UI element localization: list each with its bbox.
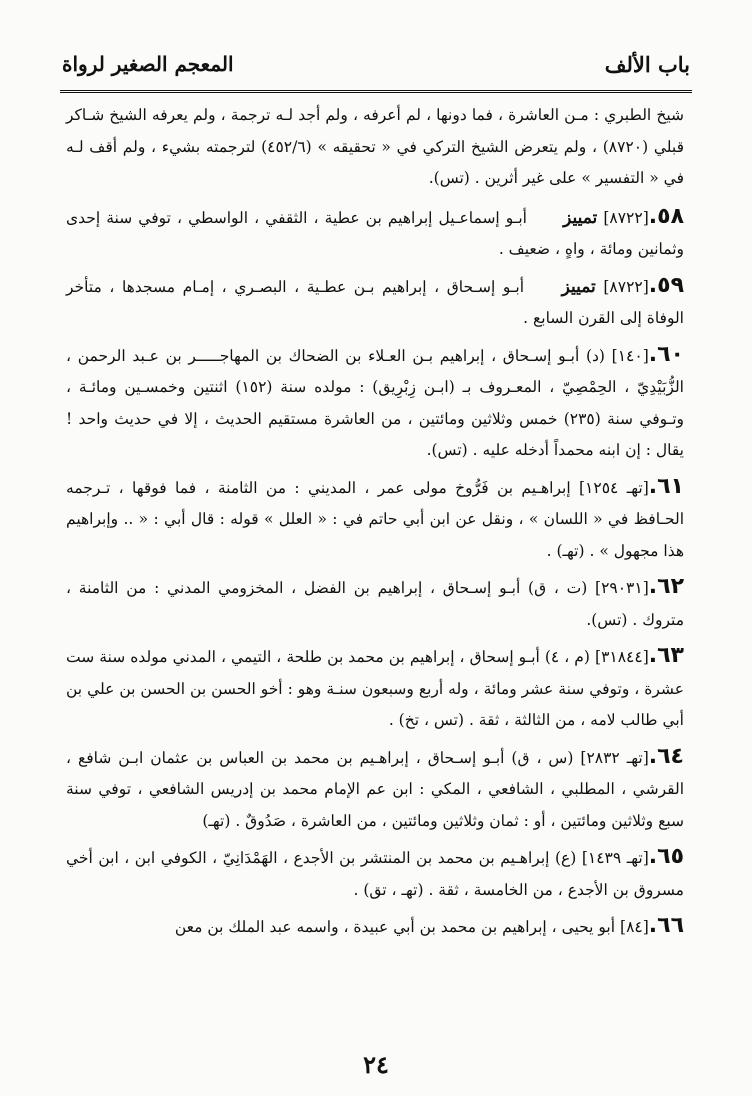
entry-ref: [٨٧٢٢]: [603, 208, 649, 227]
entry-number: ٦١.: [648, 473, 684, 499]
entry-59: [66, 270, 684, 335]
tamyiz-label: تمييز: [561, 276, 596, 297]
page-content: [66, 100, 684, 948]
entry-text: (د) أبـو إسـحاق ، إبراهيم بـن العـلاء بن الضحاك بن المهاجـــــر بن عـبد الرحمن ، الزُّبَيْدِيّ ، الحِمْصِيّ ، المعـروف بـ (ابـن زِبْرِيق) : مولده سنة (١٥٢) اثنتين وخمسـين ومائـة ، وتـوفي سنة (٢٣٥) خمس وثلاثين ومائتين ، من العاشرة مستقيم الحديث ، إلا في حديث واحد ! يقال : إن ابنه محمداً أدخله عليه . (تس).: [66, 346, 684, 459]
entry-text: أبو يحيى ، إبراهيم بن محمد بن أبي عبيدة ، واسمه عبد الملك بن معن: [174, 918, 616, 936]
entry-number: ٦٣.: [648, 643, 684, 668]
entry-number: ٥٨.: [648, 203, 684, 229]
entry-number: ٦٠.: [648, 341, 684, 367]
page-number: ٢٤: [363, 1050, 389, 1079]
entry-number: ٦٦.: [648, 913, 684, 938]
entry-ref: [٣١٨٤٤]: [595, 648, 649, 666]
entry-ref: [١٤٠]: [611, 346, 649, 365]
header-divider: [60, 90, 692, 93]
entry-63: [66, 640, 684, 737]
book-title: المعجم الصغير لرواة: [62, 52, 234, 76]
continued-entry: [66, 100, 684, 195]
entry-ref: [تهـ ١٢٥٤]: [578, 478, 649, 497]
entry-text: إبراهـيم بن فَرُّوخ مولى عمر ، المديني : من الثامنة ، فما فوقها ، تـرجمه الحـافظ في « اللسان » ، ونقل عن ابن أبي حاتم في : « العلل » قوله : قال أبي : « .. وإبراهيم هذا مجهول » . (تهـ) .: [66, 478, 684, 560]
entry-number: ٦٢.: [648, 574, 684, 599]
chapter-title: باب الألف: [604, 52, 690, 77]
entry-65: [66, 841, 684, 906]
entry-text: أبـو إسماعـيل إبراهيم بن عطية ، الثقفي ، الواسطي ، توفي سنة إحدى وثمانين ومائة ، واهٍ ، ضعيف .: [66, 208, 684, 258]
entry-number: ٥٩.: [648, 272, 685, 298]
entry-62: [66, 571, 684, 636]
entry-ref: [تهـ ١٤٣٩]: [581, 849, 649, 867]
entry-text: شيخ الطبري : مـن العاشرة ، فما دونها ، لم أعرفه ، ولم أجد لـه ترجمة ، ولم يعرفه الشيخ شـاكر قبلي (٨٧٢٠) ، ولم يتعرض الشيخ التركي في « تحقيقه » (٤٥٢/٦) لترجمته بشيء ، ولم أقف لـه في « التفسير » على غير أثرين . (تس).: [66, 106, 684, 187]
entry-number: ٦٥.: [648, 844, 684, 869]
entry-64: [66, 741, 684, 838]
entry-text: أبـو إسـحاق ، إبراهيم بـن عطـية ، البصـري ، إمـام مسجدها ، متأخر الوفاة إلى القرن السابع .: [66, 277, 684, 327]
entry-ref: [٢٩٠٣١]: [595, 579, 649, 597]
entry-text: (س ، ق) أبـو إسـحاق ، إبراهـيم بن محمد بن العباس بن عثمان ابـن شافع ، القرشي ، المطلبي ، الشافعي ، المكي : ابن عم الإمام محمد بن إدريس الشافعي ، توفي سنة سبع وثلاثين ومائتين ، أو : ثمان وثلاثين ومائتين ، من العاشرة ، صَدُوقٌ . (تهـ): [66, 748, 684, 830]
entry-66: [66, 910, 684, 944]
entry-text: (ت ، ق) أبـو إسـحاق ، إبراهيم بن الفضل ، المخزومي المدني : من الثامنة ، متروك . (تس).: [66, 579, 684, 629]
entry-ref: [٨٤]: [620, 918, 649, 936]
entry-text: (م ، ٤) أبـو إسحاق ، إبراهيم بن محمد بن طلحة ، التيمي ، المدني مولده سنة ست عشرة ، وتوفي سنة عشر ومائة ، وله أربع وسبعون سنـة وهو : أخو الحسن بن الحسن بن علي بن أبي طالب لامه ، من الثالثة ، ثقة . (تس ، تخ) .: [66, 648, 684, 729]
entry-text: (ع) إبراهـيم بن محمد بن المنتشر بن الأجدع ، الهَمْدَانِيّ ، الكوفي ابن ، ابن أخي مسروق بن الأجدع ، من الخامسة ، ثقة . (تهـ ، تق) .: [66, 849, 684, 899]
entry-number: ٦٤.: [648, 743, 684, 769]
entry-58: [66, 201, 684, 266]
entry-ref: [٨٧٢٢]: [603, 277, 649, 296]
tamyiz-label: تمييز: [563, 207, 598, 228]
entry-61: [66, 471, 684, 568]
entry-60: [66, 339, 684, 467]
page-header: [62, 52, 690, 84]
entry-ref: [تهـ ٢٨٣٢]: [580, 748, 649, 767]
